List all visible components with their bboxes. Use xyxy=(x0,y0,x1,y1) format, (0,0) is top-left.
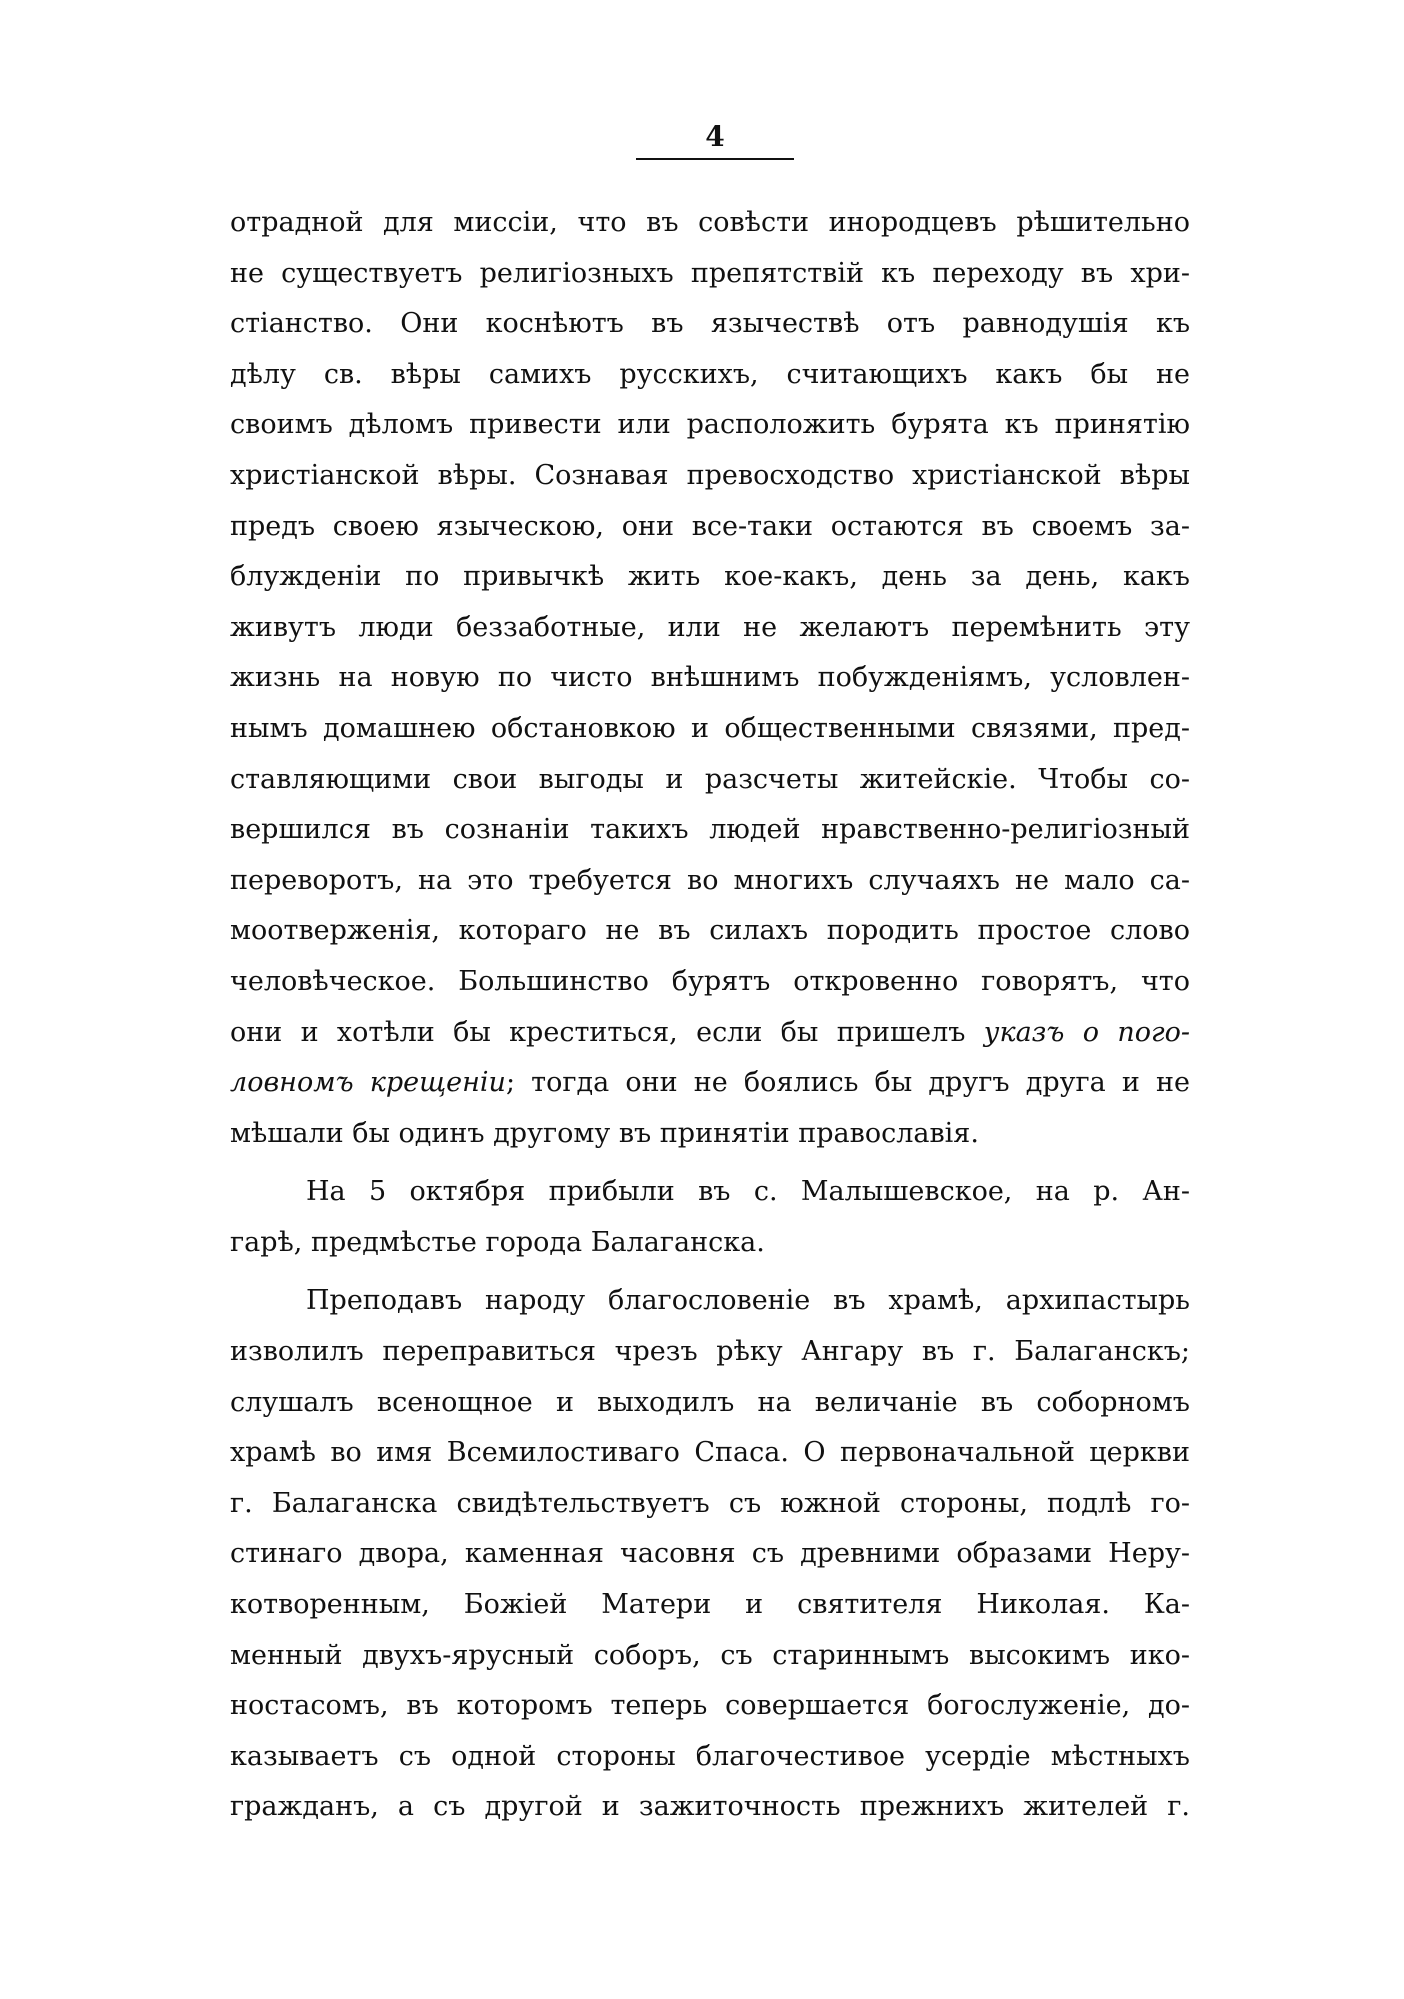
text-line: дѣлу св. вѣры самихъ русскихъ, считающихъ какъ бы не xyxy=(230,358,1190,390)
italic-phrase: указъ о пого- xyxy=(983,1016,1190,1048)
paragraph-gap xyxy=(230,1159,1190,1167)
text-line: На 5 октября прибыли въ с. Малышевское, на р. Ан- xyxy=(306,1176,1190,1208)
text-line: Преподавъ народу благословеніе въ храмѣ, архипастырь xyxy=(306,1285,1190,1317)
text-line: менный двухъ-ярусный соборъ, съ стариннымъ высокимъ ико- xyxy=(230,1639,1190,1671)
text-line: человѣческое. Большинство бурятъ откровенно говорятъ, что xyxy=(230,965,1190,997)
text-line: отрадной для миссіи, что въ совѣсти инородцевъ рѣшительно xyxy=(230,207,1190,238)
text-line: ловномъ крещеніи; тогда они не боялись бы другъ друга и не xyxy=(230,1067,1190,1099)
text-line: переворотъ, на это требуется во многихъ случаяхъ не мало са- xyxy=(230,864,1190,896)
text-line: не существуетъ религіозныхъ препятствій къ переходу въ хри- xyxy=(230,257,1190,289)
text-line: нымъ домашнею обстановкою и общественными связями, пред- xyxy=(230,712,1190,744)
text-line: слушалъ всенощное и выходилъ на величаніе въ соборномъ xyxy=(230,1386,1190,1418)
text-line: живутъ люди беззаботные, или не желаютъ перемѣнить эту xyxy=(230,611,1190,643)
page-number: 4 xyxy=(705,120,725,153)
text-line: гражданъ, а съ другой и зажиточность прежнихъ жителей г. xyxy=(230,1791,1190,1823)
text-line: мѣшали бы одинъ другому въ принятіи православія. xyxy=(230,1117,979,1149)
text-line: гарѣ, предмѣстье города Балаганска. xyxy=(230,1226,765,1258)
text-line: ставляющими свои выгоды и разсчеты житейскіе. Чтобы со- xyxy=(230,763,1190,795)
text-line: изволилъ переправиться чрезъ рѣку Ангару въ г. Балаганскъ; xyxy=(230,1336,1190,1368)
text-line: храмѣ во имя Всемилостиваго Спаса. О первоначальной церкви xyxy=(230,1437,1190,1469)
text-line: вершился въ сознаніи такихъ людей нравственно-религіозный xyxy=(230,814,1190,846)
text-line: блужденіи по привычкѣ жить кое-какъ, день за день, какъ xyxy=(230,561,1190,593)
body-text xyxy=(230,198,1190,1833)
text-line: казываетъ съ одной стороны благочестивое усердіе мѣстныхъ xyxy=(230,1740,1190,1772)
page-number-rule xyxy=(636,158,794,160)
text-line: г. Балаганска свидѣтельствуетъ съ южной стороны, подлѣ го- xyxy=(230,1487,1190,1519)
text-line: стіанство. Они коснѣютъ въ язычествѣ отъ равнодушія къ xyxy=(230,308,1190,340)
text-line: своимъ дѣломъ привести или расположить бурята къ принятію xyxy=(230,409,1190,441)
text-line: моотверженія, котораго не въ силахъ породить простое слово xyxy=(230,915,1190,947)
text-line: они и хотѣли бы креститься, если бы пришелъ указъ о пого- xyxy=(230,1016,1190,1048)
text-line: ностасомъ, въ которомъ теперь совершается богослуженіе, до- xyxy=(230,1690,1190,1722)
paragraph-gap xyxy=(230,1268,1190,1276)
italic-phrase: ловномъ крещеніи xyxy=(230,1067,506,1099)
text-line: жизнь на новую по чисто внѣшнимъ побужденіямъ, условлен- xyxy=(230,662,1190,694)
text-line: предъ своею языческою, они все-таки остаются въ своемъ за- xyxy=(230,510,1190,542)
text-line: котворенным, Божіей Матери и святителя Николая. Ка- xyxy=(230,1589,1190,1621)
text-line: христіанской вѣры. Сознавая превосходство христіанской вѣры xyxy=(230,459,1190,491)
text-line: стинаго двора, каменная часовня съ древними образами Неру- xyxy=(230,1538,1190,1570)
